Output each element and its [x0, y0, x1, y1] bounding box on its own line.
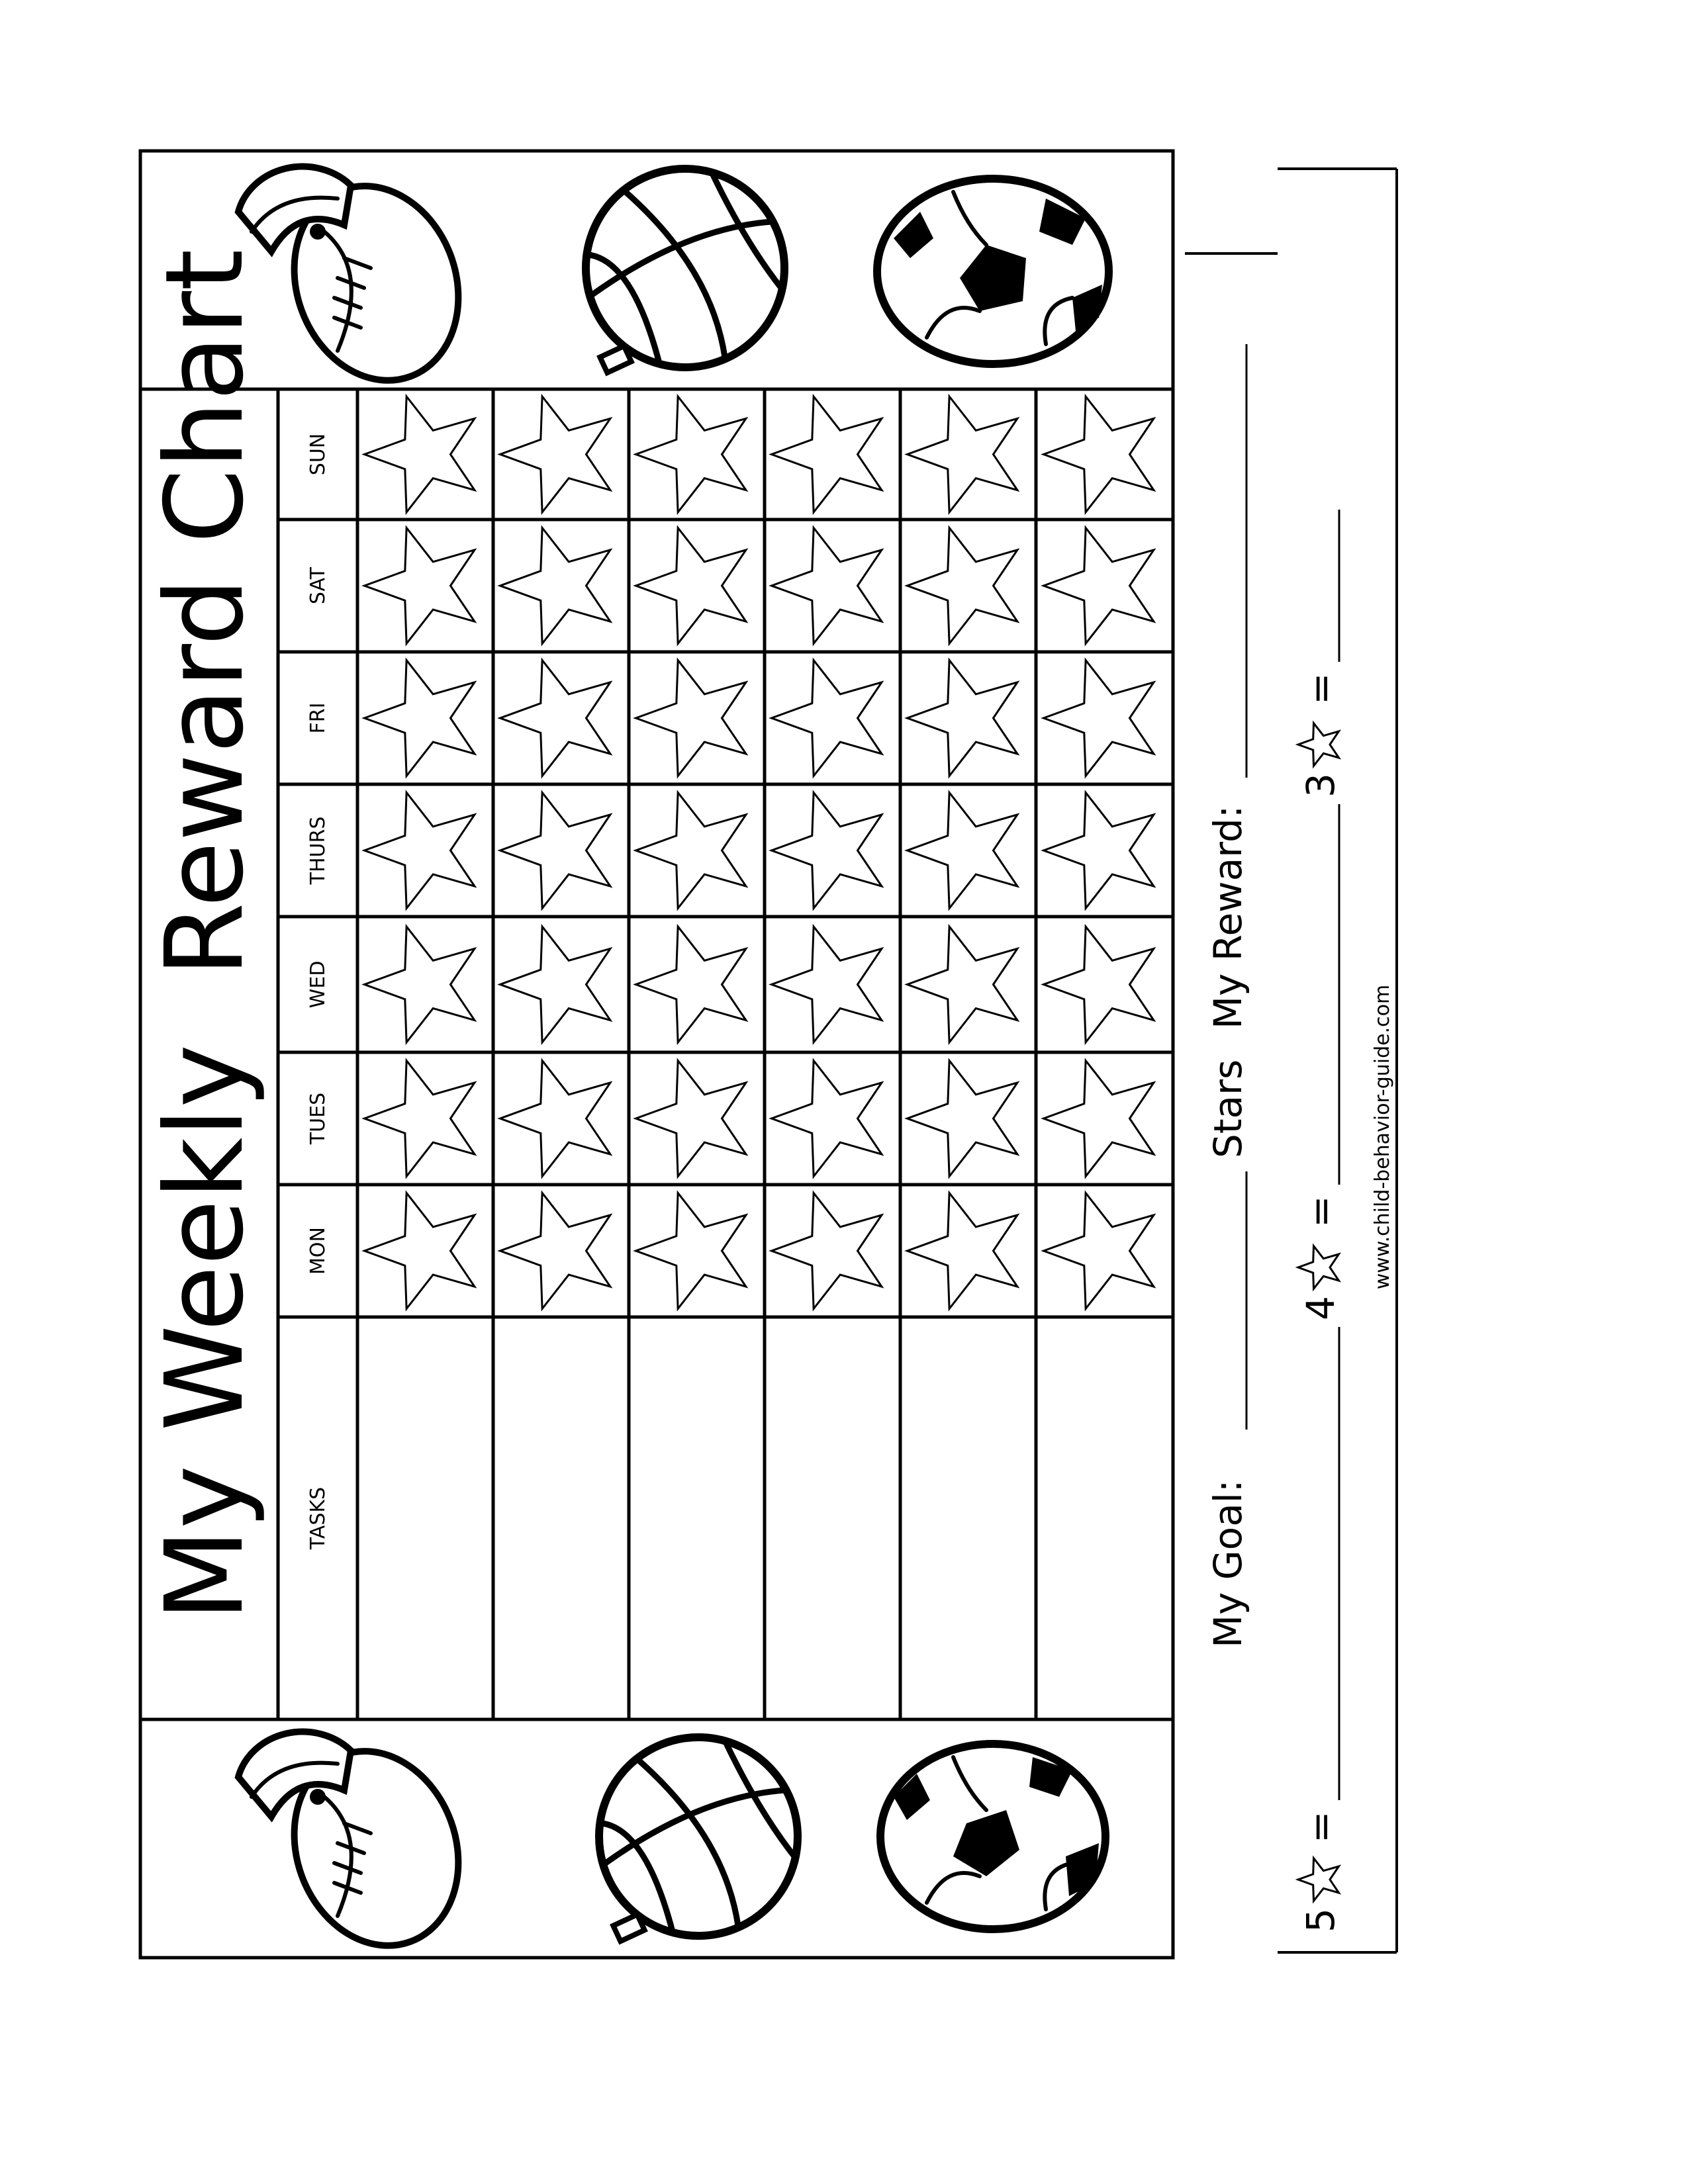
day-header-thurs: THURS	[306, 816, 330, 885]
tier-5-number: 5	[1298, 1908, 1343, 1933]
tier-3-equals: =	[1298, 672, 1343, 705]
star-icon[interactable]	[772, 793, 882, 909]
day-header-wed: WED	[306, 960, 330, 1009]
task-cell[interactable]	[1038, 1319, 1171, 1717]
stars-label: Stars	[1205, 1059, 1250, 1158]
task-cell[interactable]	[767, 1319, 898, 1717]
star-icon[interactable]	[636, 927, 746, 1042]
task-cell[interactable]	[495, 1319, 627, 1717]
day-header-sat: SAT	[306, 567, 330, 605]
star-icon[interactable]	[636, 396, 746, 512]
star-icon[interactable]	[365, 1061, 475, 1177]
star-icon[interactable]	[500, 396, 610, 512]
tier-4-equals: =	[1298, 1195, 1343, 1228]
reward-label: My Reward:	[1205, 805, 1250, 1029]
bottom-soccer-ball-icon	[880, 1744, 1105, 1929]
website-url	[1371, 985, 1394, 1290]
top-soccer-ball-icon	[877, 179, 1109, 364]
star-icon[interactable]	[636, 1061, 746, 1177]
title-part-2: Reward Chart	[143, 249, 267, 978]
star-icon[interactable]	[365, 927, 475, 1042]
star-icon[interactable]	[772, 927, 882, 1042]
task-cell[interactable]	[902, 1319, 1034, 1717]
star-icon[interactable]	[908, 528, 1017, 644]
star-icon[interactable]	[1044, 793, 1154, 909]
svg-text:My Weekly Reward Chart	[143, 249, 267, 1621]
star-icon[interactable]	[908, 1193, 1017, 1309]
title-part-1: My Weekly	[143, 1044, 267, 1621]
star-icon[interactable]	[500, 1193, 610, 1309]
star-icon[interactable]	[908, 1061, 1017, 1177]
star-icon[interactable]	[636, 793, 746, 909]
star-icon[interactable]	[500, 660, 610, 776]
star-icon[interactable]	[365, 396, 475, 512]
star-icon[interactable]	[772, 396, 882, 512]
goal-label: My Goal:	[1205, 1479, 1250, 1648]
star-icon[interactable]	[908, 660, 1017, 776]
star-icon[interactable]	[1044, 1193, 1154, 1309]
star-icon[interactable]	[365, 793, 475, 909]
star-icon[interactable]	[365, 660, 475, 776]
star-icon[interactable]	[365, 528, 475, 644]
star-icon[interactable]	[500, 927, 610, 1042]
day-header-sun: SUN	[306, 433, 330, 476]
star-icon[interactable]	[1044, 927, 1154, 1042]
star-icon[interactable]	[365, 1193, 475, 1309]
star-icon[interactable]	[1044, 660, 1154, 776]
star-icon[interactable]	[908, 396, 1017, 512]
star-icon[interactable]	[636, 1193, 746, 1309]
tasks-header: TASKS	[306, 1486, 330, 1550]
star-icon[interactable]	[1044, 1061, 1154, 1177]
star-icon[interactable]	[772, 1193, 882, 1309]
star-icon[interactable]	[908, 793, 1017, 909]
star-icon[interactable]	[1044, 528, 1154, 644]
tier-5-equals: =	[1298, 1811, 1343, 1843]
star-icon	[1298, 1246, 1339, 1289]
day-header-mon: MON	[306, 1227, 330, 1275]
bottom-basketball-icon	[599, 1737, 798, 1941]
star-icon[interactable]	[500, 793, 610, 909]
star-icon[interactable]	[1044, 396, 1154, 512]
top-basketball-icon	[586, 169, 784, 373]
star-icon[interactable]	[772, 528, 882, 644]
star-icon[interactable]	[500, 528, 610, 644]
top-football-helmet-icon	[238, 163, 485, 404]
tier-4-number: 4	[1298, 1296, 1343, 1320]
website-link[interactable]: www.child-behavior-guide.com	[1371, 984, 1394, 1290]
day-header-tues: TUES	[306, 1092, 330, 1145]
column-headers	[306, 433, 330, 1550]
star-icon[interactable]	[636, 660, 746, 776]
star-icon[interactable]	[772, 1061, 882, 1177]
task-cell[interactable]	[631, 1319, 763, 1717]
star-icon[interactable]	[772, 660, 882, 776]
chart-title	[143, 249, 267, 1621]
day-header-fri: FRI	[306, 702, 330, 734]
task-cell[interactable]	[359, 1319, 491, 1717]
star-icon[interactable]	[636, 528, 746, 644]
bottom-football-helmet-icon	[238, 1728, 485, 1969]
tier-3-number: 3	[1298, 773, 1343, 797]
star-icon[interactable]	[908, 927, 1017, 1042]
star-icon	[1298, 1858, 1339, 1901]
goal-reward-line	[1205, 344, 1250, 1648]
star-icon[interactable]	[500, 1061, 610, 1177]
star-tiers-line	[1298, 510, 1343, 1933]
star-icon	[1298, 723, 1339, 766]
